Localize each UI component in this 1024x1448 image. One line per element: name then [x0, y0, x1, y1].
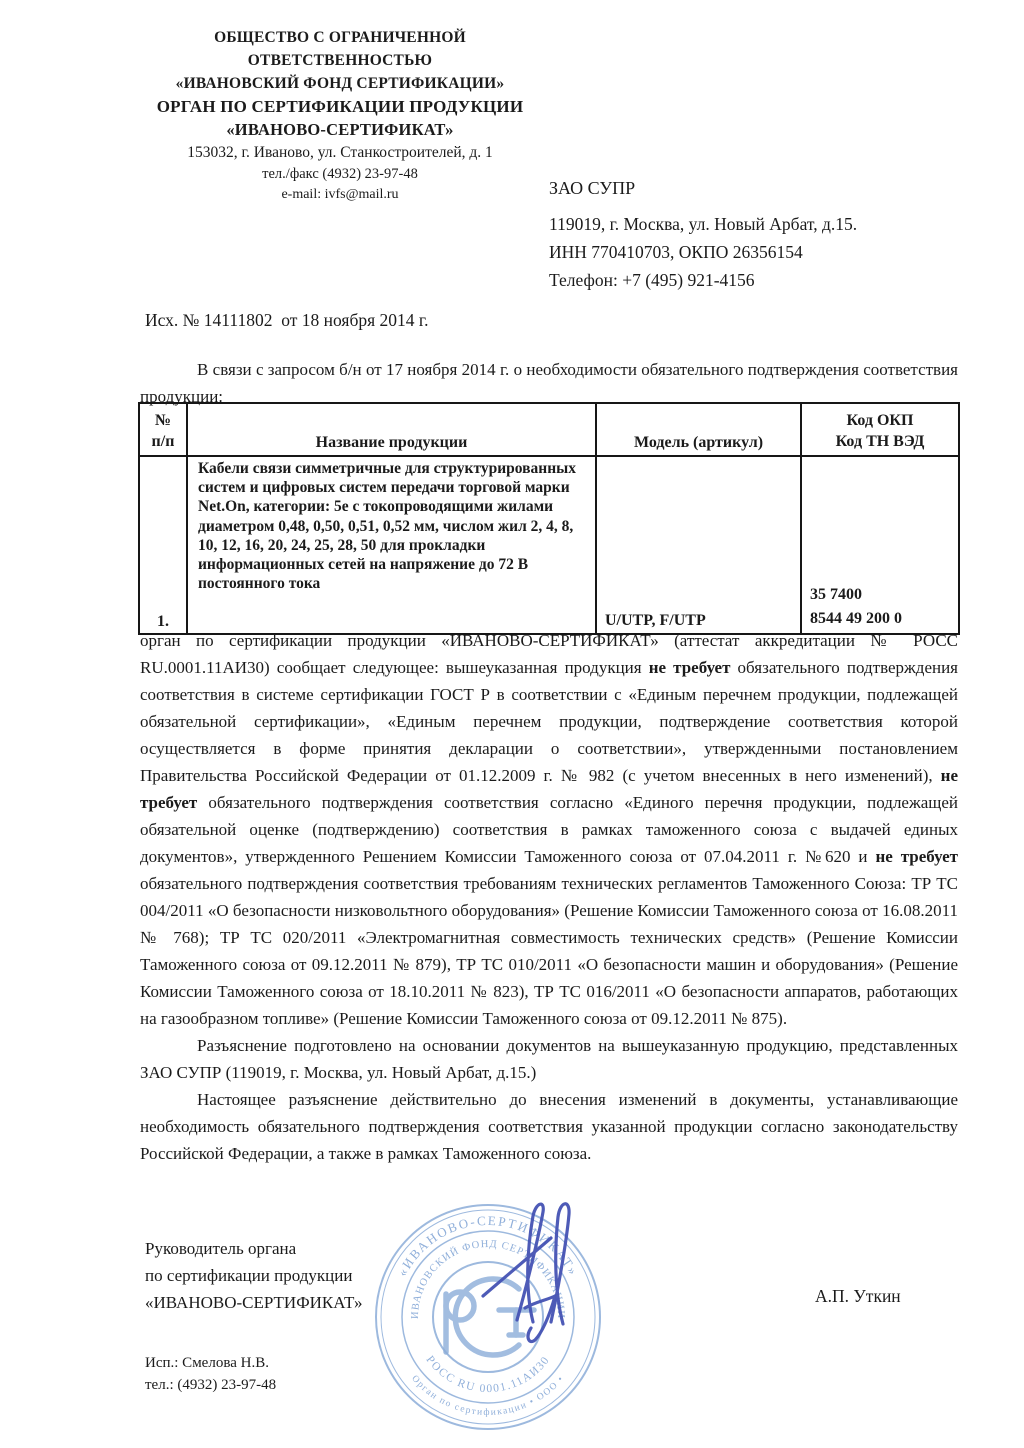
signatory-name: А.П. Уткин: [815, 1286, 901, 1306]
recipient-name: ЗАО СУПР: [549, 178, 636, 198]
product-table: [138, 402, 960, 635]
recipient-codes: ИНН 770410703, ОКПО 26356154: [549, 242, 803, 262]
table-header-row: [139, 403, 959, 456]
letterhead-org-name: ОБЩЕСТВО С ОГРАНИЧЕННОЙ ОТВЕТСТВЕННОСТЬЮ «ИВАНОВСКИЙ ФОНД СЕРТИФИКАЦИИ» ОРГАН ПО СЕРТИФИКАЦИИ ПРОДУКЦИИ «ИВАНОВО-СЕРТИФИКАТ»: [156, 29, 524, 139]
executor-name: Исп.: Смелова Н.В.: [145, 1355, 269, 1371]
letterhead-phone-fax: тел./факс (4932) 23-97-48: [262, 166, 418, 182]
recipient-phone: Телефон: +7 (495) 921-4156: [549, 270, 755, 290]
table-header-num: № п/п: [139, 403, 187, 456]
intro-paragraph: В связи с запросом б/н от 17 ноября 2014 г. о необходимости обязательного подтверждения соответствия продукции:: [140, 360, 958, 406]
executor-block: [145, 1352, 276, 1396]
handwritten-signature: [455, 1190, 615, 1350]
outgoing-reference-line: Исх. № 14111802 от 18 ноября 2014 г.: [145, 310, 429, 330]
table-cell-num: 1.: [139, 456, 187, 634]
letterhead: [105, 26, 575, 205]
table-header-name: Название продукции: [187, 403, 596, 456]
stamp-ring-outer-top-text: «ИВАНОВО-СЕРТИФИКАТ»: [394, 1212, 582, 1279]
signatory-title: Руководитель органа по сертификации продукции «ИВАНОВО-СЕРТИФИКАТ»: [145, 1239, 363, 1312]
table-cell-model: U/UTP, F/UTP: [596, 456, 801, 634]
table-row: [139, 456, 959, 634]
stamp-ring-inner-top-text: ИВАНОВСКИЙ ФОНД СЕРТИФИКАЦИИ: [409, 1238, 567, 1320]
table-header-code: Код ОКП Код ТН ВЭД: [801, 403, 959, 456]
table-cell-code: 35 7400 8544 49 200 0: [801, 456, 959, 634]
letterhead-address: 153032, г. Иваново, ул. Станкостроителей, д. 1: [187, 144, 493, 161]
letterhead-email: e-mail: ivfs@mail.ru: [281, 187, 399, 202]
letter-body: [140, 627, 958, 1167]
recipient-block: [549, 176, 969, 294]
conformity-statement-paragraph: орган по сертификации продукции «ИВАНОВО-СЕРТИФИКАТ» (аттестат аккредитации № РОСС RU.0001.11АИ30) сообщает следующее: вышеуказанная продукция не требует обязательного подтверждения соответствия в системе сертификации ГОСТ Р в соответствии с «Единым перечнем продукции, подлежащей обязательной сертификации», «Единым перечнем продукции, подтверждение соответствия которой осуществляется в форме принятия декларации о соответствии», утвержденными постановлением Правительства Российской Федерации от 01.12.2009 г. № 982 (с учетом внесенных в него изменений), не требует обязательного подтверждения соответствия согласно «Единого перечня продукции, подлежащей обязательной оценке (подтверждению) соответствия в рамках таможенного союза с выдачей единых документов», утвержденного Решением Комиссии Таможенного союза от 07.04.2011 г. №620 и не требует обязательного подтверждения соответствия требованиям технических регламентов Таможенного Союза: ТР ТС 004/2011 «О безопасности низковольтного оборудования» (Решение Комиссии Таможенного союза от 16.08.2011 № 768); ТР ТС 020/2011 «Электромагнитная совместимость технических средств» (Решение Комиссии Таможенного союза от 09.12.2011 № 879), ТР ТС 010/2011 «О безопасности машин и оборудования» (Решение Комиссии Таможенного союза от 18.10.2011 № 823), ТР ТС 016/2011 «О безопасности аппаратов, работающих на газообразном топливе» (Решение Комиссии Таможенного союза от 09.12.2011 № 875).: [140, 631, 959, 1028]
stamp-ring-outer-bottom-text: Орган по сертификации • ООО •: [409, 1373, 567, 1418]
table-cell-product-name: Кабели связи симметричные для структурированных систем и цифровых систем передачи торговой марки Net.On, категории: 5е с токопроводящими жилами диаметром 0,48, 0,50, 0,51, 0,52 мм, числом жил 2, 4, 8, 10, 12, 16, 20, 24, 25, 28, 50 для прокладки информационных сетей на напряжение до 72 В постоянного тока: [187, 456, 596, 634]
clarification-paragraph: Разъяснение подготовлено на основании документов на вышеуказанную продукцию, представленных ЗАО СУПР (119019, г. Москва, ул. Новый Арбат, д.15.): [140, 1036, 958, 1082]
validity-paragraph: Настоящее разъяснение действительно до внесения изменений в документы, устанавливающие необходимость обязательного подтверждения соответствия указанной продукции согласно законодательству Российской Федерации, а также в рамках Таможенного союза.: [140, 1090, 958, 1163]
stamp-ring-inner-bottom-text: РОСС RU 0001.11АИ30: [423, 1353, 553, 1396]
table-header-model: Модель (артикул): [596, 403, 801, 456]
recipient-address: 119019, г. Москва, ул. Новый Арбат, д.15.: [549, 214, 858, 234]
executor-phone: тел.: (4932) 23-97-48: [145, 1377, 277, 1393]
